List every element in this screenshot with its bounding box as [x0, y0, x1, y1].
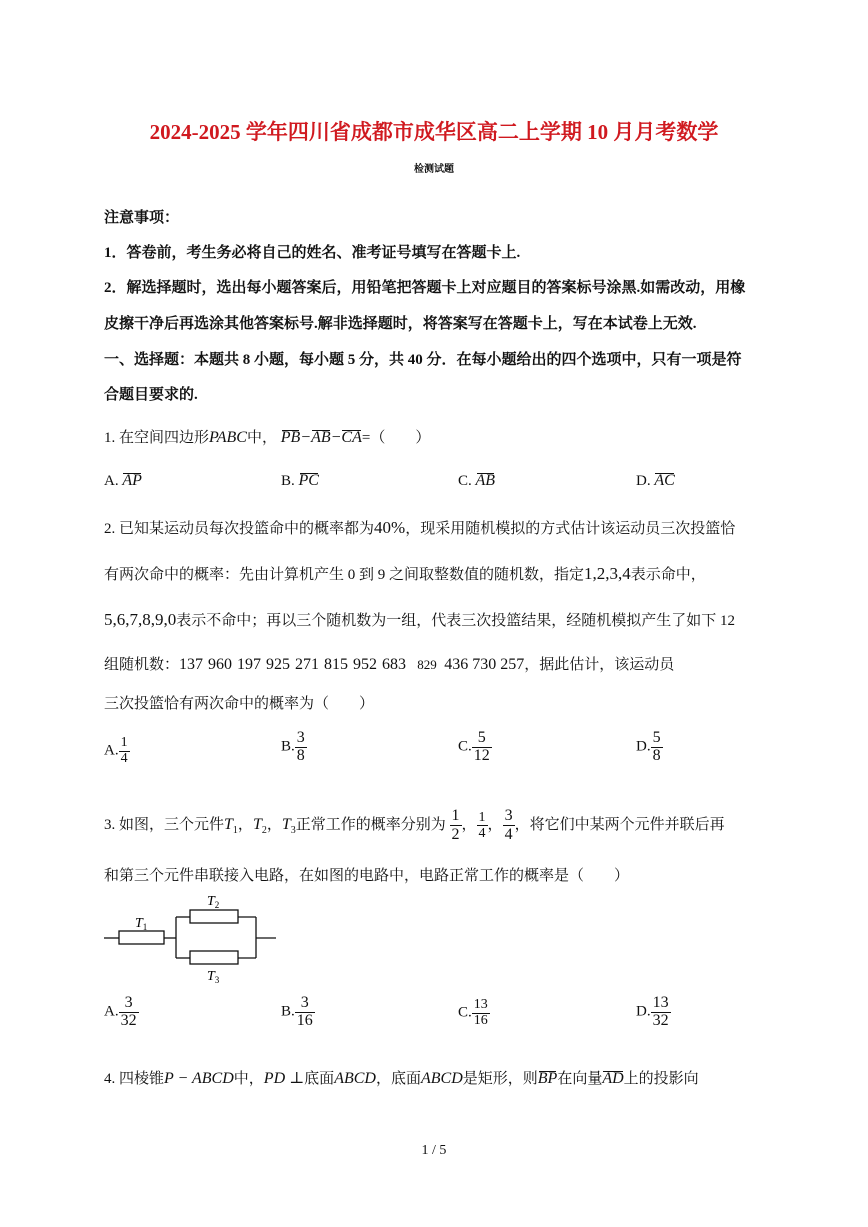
resistor-t2 — [190, 910, 238, 923]
q1-option-a: A. AP — [104, 472, 142, 489]
q1-vector-ab: AB — [311, 429, 331, 446]
label-t1: $T_1$ — [135, 916, 148, 932]
label-t2: $T_2$ — [207, 894, 220, 910]
question-2-line-3: 5,6,7,8,9,0表示不命中；再以三个随机数为一组，代表三次投篮结果，经随机模拟产生了如下 12 — [104, 610, 736, 629]
label-t3: $T_3$ — [207, 969, 220, 985]
section-1-heading: 一、选择题：本题共 8 小题，每小题 5 分，共 40 分．在每小题给出的四个选项中，只有一项是符 — [104, 352, 742, 368]
q1-option-d: D. AC — [636, 472, 675, 489]
q4-vector-bp: BP — [537, 1070, 558, 1087]
question-2-line-1: 2. 已知某运动员每次投篮命中的概率都为40%，现采用随机模拟的方式估计该运动员三次投篮恰 — [104, 518, 736, 537]
section-1-heading-cont: 合题目要求的. — [104, 387, 198, 403]
q3-option-b: B. $\frac{3}{16}$ — [281, 994, 313, 1029]
question-2-line-4: 组随机数：137 960 197 925 271 815 952 683 829 436 730 257，据此估计，该运动员 — [104, 656, 675, 673]
question-3-line-1: 3. 如图，三个元件$T_1$，$T_2$，$T_3$正常工作的概率分别为 $\frac{1}{2}$ ， $\frac{1}{4}$ ， $\frac{3}{4}$ ，将它们中某两个元件并联后再 — [104, 807, 725, 844]
notice-item-1: 1．答卷前，考生务必将自己的姓名、准考证号填写在答题卡上. — [104, 245, 521, 261]
q2-option-a: A. $\frac{1}{4}$ — [104, 735, 128, 766]
question-4: 4. 四棱锥P − ABCD中，PD ⊥底面ABCD，底面ABCD是矩形，则BP在向量AD上的投影向 — [104, 1070, 699, 1087]
q4-vector-ad: AD — [602, 1070, 624, 1087]
q1-option-d-value: AC — [654, 472, 675, 489]
resistor-t3 — [190, 951, 238, 964]
q1-shape: PABC — [209, 429, 247, 446]
q2-random-numbers: 137 960 197 925 271 815 952 683 — [179, 656, 407, 673]
question-2-line-5: 三次投篮恰有两次命中的概率为（ ） — [104, 696, 375, 712]
notice-header: 注意事项： — [104, 210, 180, 226]
page-number: 1 / 5 — [421, 1143, 447, 1158]
q1-minus-1: − — [300, 429, 312, 446]
q1-vector-pb: PB — [280, 429, 301, 446]
q1-minus-2: − — [330, 429, 342, 446]
q2-hit-numbers: 1,2,3,4 — [584, 564, 631, 583]
q2-option-d: D. $\frac{5}{8}$ — [636, 729, 661, 764]
resistor-t1 — [119, 931, 164, 944]
q2-percent: 40% — [374, 518, 406, 537]
q1-vector-ca: CA — [341, 429, 362, 446]
question-1 — [104, 426, 430, 447]
q3-option-c: C. $\frac{13}{16}$ — [458, 997, 488, 1028]
q3-option-d: D. $\frac{13}{32}$ — [636, 994, 669, 1029]
q1-mid: 中， — [246, 430, 277, 446]
q1-option-c-value: AB — [475, 472, 496, 489]
q2-option-b: B. $\frac{3}{8}$ — [281, 729, 305, 764]
q1-prefix: 1. 在空间四边形 — [104, 430, 210, 446]
q1-equals: =（ ） — [361, 430, 431, 446]
circuit-diagram — [104, 890, 284, 985]
q1-option-c: C. AB — [458, 472, 496, 489]
q1-option-a-value: AP — [122, 472, 142, 489]
q2-miss-numbers: 5,6,7,8,9,0 — [104, 610, 177, 629]
page-title: 2024-2025 学年四川省成都市成华区高二上学期 10 月月考数学 — [149, 120, 719, 144]
q1-option-b-value: PC — [298, 472, 319, 489]
q3-option-a: A. $\frac{3}{32}$ — [104, 994, 137, 1029]
notice-item-2-cont: 皮擦干净后再选涂其他答案标号.解非选择题时，将答案写在答题卡上，写在本试卷上无效. — [104, 316, 697, 332]
question-3-line-2: 和第三个元件串联接入电路，在如图的电路中，电路正常工作的概率是（ ） — [104, 868, 630, 884]
q2-option-c: C. $\frac{5}{12}$ — [458, 729, 490, 764]
notice-item-2: 2．解选择题时，选出每小题答案后，用铅笔把答题卡上对应题目的答案标号涂黑.如需改动，用橡 — [104, 280, 746, 296]
q1-option-b: B. PC — [281, 472, 319, 489]
page-subtitle: 检测试题 — [414, 164, 454, 175]
question-2-line-2: 有两次命中的概率：先由计算机产生 0 到 9 之间取整数值的随机数，指定1,2,3,4表示命中， — [104, 564, 706, 583]
